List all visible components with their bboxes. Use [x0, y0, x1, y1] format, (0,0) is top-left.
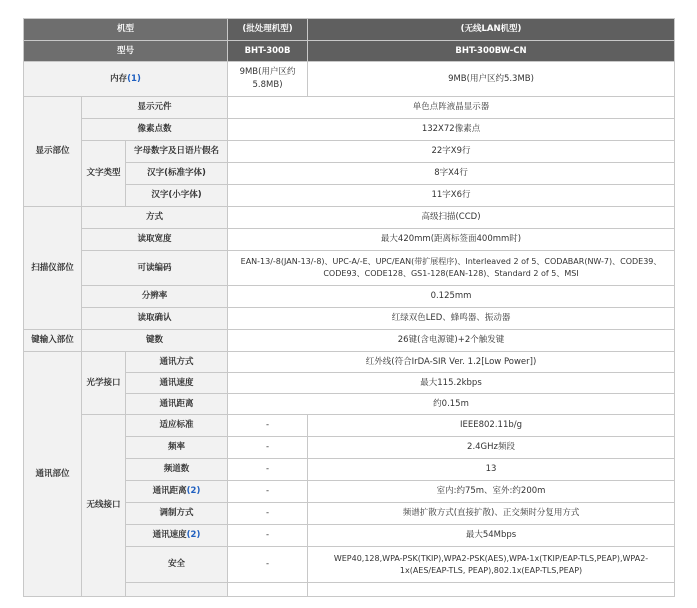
wl-channels-label: 频道数: [126, 459, 228, 481]
optical-speed-label: 通讯速度: [126, 373, 228, 394]
scan-width-label: 读取宽度: [82, 229, 228, 251]
scan-method-value: 高级扫描(CCD): [228, 207, 675, 229]
memory-note: (1): [127, 73, 141, 84]
memory-label-cell: [24, 62, 228, 97]
table-row: [24, 207, 675, 229]
wl-standard-value: IEEE802.11b/g: [308, 415, 675, 437]
wl-speed-label-cell: [126, 525, 228, 547]
wl-channels-value: 13: [308, 459, 675, 481]
alnum-label: 字母数字及日语片假名: [126, 141, 228, 163]
wl-standard-dash: -: [228, 415, 308, 437]
table-row: [24, 119, 675, 141]
wl-modulation-dash: -: [228, 503, 308, 525]
type-batch: BHT-300B: [228, 41, 308, 62]
optical-speed-value: 最大115.2kbps: [228, 373, 675, 394]
wl-channels-dash: -: [228, 459, 308, 481]
table-row: [24, 330, 675, 352]
wl-speed-value: 最大54Mbps: [308, 525, 675, 547]
optical-method-value: 红外线(符合IrDA-SIR Ver. 1.2[Low Power]): [228, 352, 675, 373]
comm-category: 通讯部位: [24, 352, 82, 597]
display-pixels-value: 132X72像素点: [228, 119, 675, 141]
wireless-label: 无线接口: [82, 415, 126, 597]
display-category: 显示部位: [24, 97, 82, 207]
optical-label: 光学接口: [82, 352, 126, 415]
type-wlan: BHT-300BW-CN: [308, 41, 675, 62]
wl-speed-note: (2): [186, 530, 201, 540]
char-type-label: 文字类型: [82, 141, 126, 207]
scan-confirm-value: 红绿双色LED、蜂鸣器、振动器: [228, 308, 675, 330]
table-row: [24, 415, 675, 437]
kanji-std-value: 8字X4行: [228, 163, 675, 185]
table-row: [24, 251, 675, 286]
table-row: [24, 97, 675, 119]
scan-codes-label: 可读编码: [82, 251, 228, 286]
table-row: [24, 229, 675, 251]
wl-modulation-value: 频谱扩散方式(直接扩散)、正交频时分复用方式: [308, 503, 675, 525]
kanji-small-label: 汉字(小字体): [126, 185, 228, 207]
scan-resolution-value: 0.125mm: [228, 286, 675, 308]
wl-security-dash: -: [228, 547, 308, 583]
model-batch: (批处理机型): [228, 19, 308, 41]
kanji-std-label: 汉字(标准字体): [126, 163, 228, 185]
optical-distance-label: 通讯距离: [126, 394, 228, 415]
display-pixels-label: 像素点数: [82, 119, 228, 141]
keypad-category: 键输入部位: [24, 330, 82, 352]
scan-resolution-label: 分辨率: [82, 286, 228, 308]
wl-distance-value: 室内:约75m、室外:约200m: [308, 481, 675, 503]
wl-speed-dash: -: [228, 525, 308, 547]
wl-freq-label: 频率: [126, 437, 228, 459]
wl-continued-value: [308, 583, 675, 597]
wl-security-value: WEP40,128,WPA-PSK(TKIP),WPA2-PSK(AES),WPA-1x(TKIP/EAP-TLS,PEAP),WPA2-1x(AES/EAP-TLS, PEAP),802.1x(EAP-TLS,PEAP): [308, 547, 675, 583]
wl-freq-dash: -: [228, 437, 308, 459]
display-element-value: 单色点阵液晶显示器: [228, 97, 675, 119]
display-element-label: 显示元件: [82, 97, 228, 119]
optical-method-label: 通讯方式: [126, 352, 228, 373]
memory-batch: 9MB(用户区约5.8MB): [228, 62, 308, 97]
optical-distance-value: 约0.15m: [228, 394, 675, 415]
wl-distance-label-cell: [126, 481, 228, 503]
wl-modulation-label: 调制方式: [126, 503, 228, 525]
table-row: [24, 352, 675, 373]
wl-freq-value: 2.4GHz频段: [308, 437, 675, 459]
keys-value: 26键(含电源键)+2个触发键: [228, 330, 675, 352]
model-label: 机型: [24, 19, 228, 41]
wl-continued-label: [126, 583, 228, 597]
spec-table: [23, 18, 675, 597]
scan-codes-value: EAN-13/-8(JAN-13/-8)、UPC-A/-E、UPC/EAN(带扩展程序)、Interleaved 2 of 5、CODABAR(NW-7)、CODE39、CODE93、CODE128、GS1-128(EAN-128)、Standard 2 of 5、MSI: [228, 251, 675, 286]
wl-distance-note: (2): [186, 486, 201, 496]
scanner-category: 扫描仪部位: [24, 207, 82, 330]
keys-label: 键数: [82, 330, 228, 352]
alnum-value: 22字X9行: [228, 141, 675, 163]
wl-distance-dash: -: [228, 481, 308, 503]
model-wlan: (无线LAN机型): [308, 19, 675, 41]
wl-standard-label: 适应标准: [126, 415, 228, 437]
header-row-model: [24, 19, 675, 41]
kanji-small-value: 11字X6行: [228, 185, 675, 207]
scan-method-label: 方式: [82, 207, 228, 229]
memory-label: 内存: [110, 73, 128, 84]
wl-security-label: 安全: [126, 547, 228, 583]
wl-speed-label: 通讯速度: [152, 530, 187, 540]
table-row: [24, 308, 675, 330]
table-row: [24, 286, 675, 308]
scan-confirm-label: 读取确认: [82, 308, 228, 330]
header-row-type: [24, 41, 675, 62]
memory-wlan: 9MB(用户区约5.3MB): [308, 62, 675, 97]
wl-continued-dash: [228, 583, 308, 597]
memory-row: [24, 62, 675, 97]
type-label: 型号: [24, 41, 228, 62]
table-row: [24, 141, 675, 163]
wl-distance-label: 通讯距离: [152, 486, 187, 496]
scan-width-value: 最大420mm(距离标签面400mm时): [228, 229, 675, 251]
